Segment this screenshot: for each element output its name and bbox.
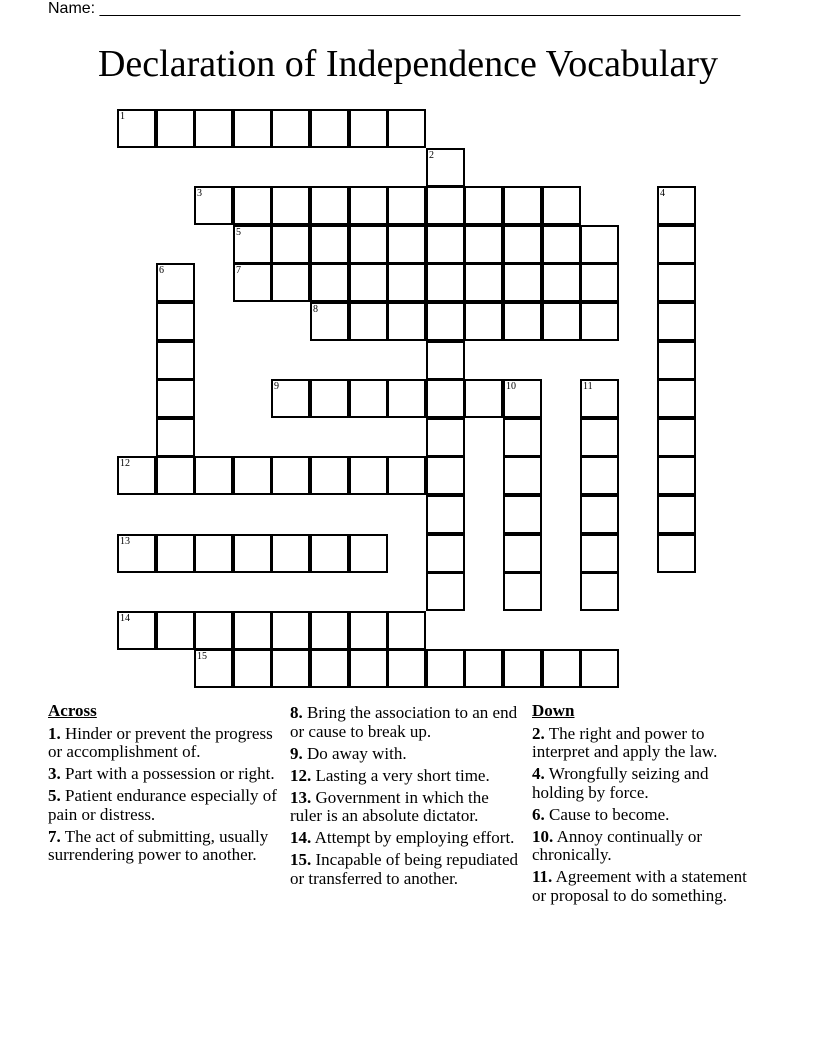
grid-cell[interactable] — [503, 186, 542, 225]
grid-cell[interactable] — [271, 109, 310, 148]
grid-cell[interactable] — [349, 186, 388, 225]
cell-number: 6 — [159, 265, 164, 276]
across-heading: Across — [48, 701, 97, 720]
cell-number: 3 — [197, 188, 202, 199]
grid-cell[interactable] — [387, 379, 426, 418]
grid-cell[interactable] — [349, 379, 388, 418]
grid-cell[interactable] — [542, 649, 581, 688]
grid-cell[interactable] — [349, 263, 388, 302]
clue-down-6: 6. Cause to become. — [532, 804, 670, 824]
clue-across-12: 12. Lasting a very short time. — [290, 765, 490, 785]
grid-cell[interactable] — [657, 225, 696, 264]
grid-cell[interactable] — [349, 225, 388, 264]
grid-cell[interactable] — [464, 263, 503, 302]
grid-cell[interactable] — [194, 109, 233, 148]
grid-cell[interactable] — [464, 225, 503, 264]
grid-cell[interactable] — [426, 302, 465, 341]
grid-cell[interactable] — [271, 611, 310, 650]
grid-cell[interactable] — [503, 302, 542, 341]
grid-cell[interactable] — [233, 534, 272, 573]
grid-cell[interactable] — [503, 649, 542, 688]
grid-cell[interactable] — [349, 456, 388, 495]
grid-cell[interactable] — [503, 572, 542, 611]
grid-cell[interactable] — [387, 225, 426, 264]
grid-cell[interactable] — [194, 611, 233, 650]
grid-cell[interactable] — [310, 109, 349, 148]
clue-down-10: 10. Annoy continually or chronically. — [532, 826, 702, 864]
clue-across-5: 5. Patient endurance especially of pain or distress. — [48, 786, 277, 824]
cell-number: 13 — [120, 536, 130, 547]
grid-cell[interactable] — [387, 186, 426, 225]
grid-cell[interactable] — [580, 302, 619, 341]
grid-cell[interactable] — [310, 302, 349, 341]
grid-cell[interactable] — [387, 649, 426, 688]
cell-number: 4 — [660, 188, 665, 199]
grid-cell[interactable] — [194, 186, 233, 225]
grid-cell[interactable] — [464, 649, 503, 688]
grid-cell[interactable] — [233, 263, 272, 302]
grid-cell[interactable] — [503, 534, 542, 573]
clue-across-9: 9. Do away with. — [290, 743, 407, 763]
clues-column-3 — [532, 702, 764, 909]
grid-cell[interactable] — [310, 611, 349, 650]
grid-cell[interactable] — [271, 649, 310, 688]
grid-cell[interactable] — [156, 263, 195, 302]
grid-cell[interactable] — [580, 225, 619, 264]
grid-cell[interactable] — [233, 649, 272, 688]
grid-cell[interactable] — [194, 534, 233, 573]
grid-cell[interactable] — [387, 302, 426, 341]
grid-cell[interactable] — [542, 302, 581, 341]
grid-cell[interactable] — [349, 302, 388, 341]
grid-cell[interactable] — [117, 456, 156, 495]
grid-cell[interactable] — [233, 611, 272, 650]
grid-cell[interactable] — [426, 341, 465, 380]
grid-cell[interactable] — [657, 341, 696, 380]
grid-cell[interactable] — [387, 109, 426, 148]
grid-cell[interactable] — [387, 456, 426, 495]
grid-cell[interactable] — [657, 379, 696, 418]
grid-cell[interactable] — [503, 418, 542, 457]
cell-number: 2 — [429, 150, 434, 161]
grid-cell[interactable] — [156, 611, 195, 650]
cell-number: 9 — [274, 381, 279, 392]
grid-cell[interactable] — [271, 379, 310, 418]
grid-cell[interactable] — [426, 263, 465, 302]
grid-cell[interactable] — [426, 456, 465, 495]
grid-cell[interactable] — [503, 379, 542, 418]
clues-column-2 — [290, 704, 522, 892]
grid-cell[interactable] — [387, 263, 426, 302]
grid-cell[interactable] — [426, 649, 465, 688]
grid-cell[interactable] — [156, 418, 195, 457]
grid-cell[interactable] — [310, 379, 349, 418]
grid-cell[interactable] — [503, 456, 542, 495]
name-label: Name: — [48, 0, 96, 17]
grid-cell[interactable] — [580, 649, 619, 688]
grid-cell[interactable] — [156, 456, 195, 495]
grid-cell[interactable] — [310, 456, 349, 495]
clue-down-4: 4. Wrongfully seizing and holding by force. — [532, 764, 709, 802]
cell-number: 10 — [506, 381, 516, 392]
grid-cell[interactable] — [349, 109, 388, 148]
grid-cell[interactable] — [117, 534, 156, 573]
down-heading: Down — [532, 701, 575, 720]
clue-down-2: 2. The right and power to interpret and apply the law. — [532, 723, 718, 761]
grid-cell[interactable] — [426, 572, 465, 611]
cell-number: 15 — [197, 651, 207, 662]
clue-across-14: 14. Attempt by employing effort. — [290, 828, 515, 847]
cell-number: 5 — [236, 227, 241, 238]
grid-cell[interactable] — [271, 456, 310, 495]
grid-cell[interactable] — [542, 186, 581, 225]
grid-cell[interactable] — [426, 534, 465, 573]
grid-cell[interactable] — [657, 302, 696, 341]
grid-cell[interactable] — [271, 225, 310, 264]
grid-cell[interactable] — [271, 534, 310, 573]
grid-cell[interactable] — [464, 302, 503, 341]
grid-cell[interactable] — [657, 418, 696, 457]
grid-cell[interactable] — [542, 225, 581, 264]
grid-cell[interactable] — [426, 186, 465, 225]
grid-cell[interactable] — [580, 379, 619, 418]
grid-cell[interactable] — [657, 263, 696, 302]
grid-cell[interactable] — [503, 263, 542, 302]
grid-cell[interactable] — [657, 456, 696, 495]
cell-number: 14 — [120, 613, 130, 624]
grid-cell[interactable] — [156, 109, 195, 148]
grid-cell[interactable] — [426, 418, 465, 457]
clue-across-3: 3. Part with a possession or right. — [48, 764, 275, 783]
grid-cell[interactable] — [156, 534, 195, 573]
grid-cell[interactable] — [580, 418, 619, 457]
grid-cell[interactable] — [426, 495, 465, 534]
cell-number: 8 — [313, 304, 318, 315]
grid-cell[interactable] — [233, 456, 272, 495]
grid-cell[interactable] — [657, 186, 696, 225]
grid-cell[interactable] — [657, 495, 696, 534]
clue-down-11: 11. Agreement with a statement or proposal to do something. — [532, 867, 747, 905]
clues-column-1 — [48, 702, 280, 868]
clue-across-8: 8. Bring the association to an end or cause to break up. — [290, 703, 518, 741]
grid-cell[interactable] — [233, 225, 272, 264]
grid-cell[interactable] — [310, 534, 349, 573]
grid-cell[interactable] — [426, 225, 465, 264]
grid-cell[interactable] — [580, 456, 619, 495]
cell-number: 1 — [120, 111, 125, 122]
grid-cell[interactable] — [194, 456, 233, 495]
clue-across-7: 7. The act of submitting, usually surrendering power to another. — [48, 826, 269, 864]
grid-cell[interactable] — [310, 263, 349, 302]
grid-cell[interactable] — [580, 534, 619, 573]
clue-across-1: 1. Hinder or prevent the progress or accomplishment of. — [48, 723, 273, 761]
grid-cell[interactable] — [542, 263, 581, 302]
grid-cell[interactable] — [117, 109, 156, 148]
grid-cell[interactable] — [464, 186, 503, 225]
grid-cell[interactable] — [580, 572, 619, 611]
puzzle-title: Declaration of Independence Vocabulary — [97, 43, 719, 85]
grid-cell[interactable] — [233, 186, 272, 225]
grid-cell[interactable] — [349, 649, 388, 688]
grid-cell[interactable] — [117, 611, 156, 650]
grid-cell[interactable] — [503, 495, 542, 534]
grid-cell[interactable] — [194, 649, 233, 688]
grid-cell[interactable] — [657, 534, 696, 573]
grid-cell[interactable] — [271, 263, 310, 302]
clue-across-13: 13. Government in which the ruler is an absolute dictator. — [290, 787, 489, 825]
grid-cell[interactable] — [503, 225, 542, 264]
name-blank[interactable]: ________________________________________________________________________ — [99, 0, 741, 17]
grid-cell[interactable] — [426, 148, 465, 187]
grid-cell[interactable] — [387, 611, 426, 650]
grid-cell[interactable] — [426, 379, 465, 418]
grid-cell[interactable] — [349, 534, 388, 573]
grid-cell[interactable] — [156, 379, 195, 418]
grid-cell[interactable] — [310, 225, 349, 264]
cell-number: 11 — [583, 381, 593, 392]
grid-cell[interactable] — [310, 186, 349, 225]
grid-cell[interactable] — [271, 186, 310, 225]
grid-cell[interactable] — [310, 649, 349, 688]
grid-cell[interactable] — [233, 109, 272, 148]
grid-cell[interactable] — [156, 302, 195, 341]
grid-cell[interactable] — [464, 379, 503, 418]
grid-cell[interactable] — [580, 495, 619, 534]
grid-cell[interactable] — [580, 263, 619, 302]
grid-cell[interactable] — [349, 611, 388, 650]
cell-number: 12 — [120, 458, 130, 469]
clue-across-15: 15. Incapable of being repudiated or transferred to another. — [290, 850, 518, 888]
grid-cell[interactable] — [156, 341, 195, 380]
cell-number: 7 — [236, 265, 241, 276]
